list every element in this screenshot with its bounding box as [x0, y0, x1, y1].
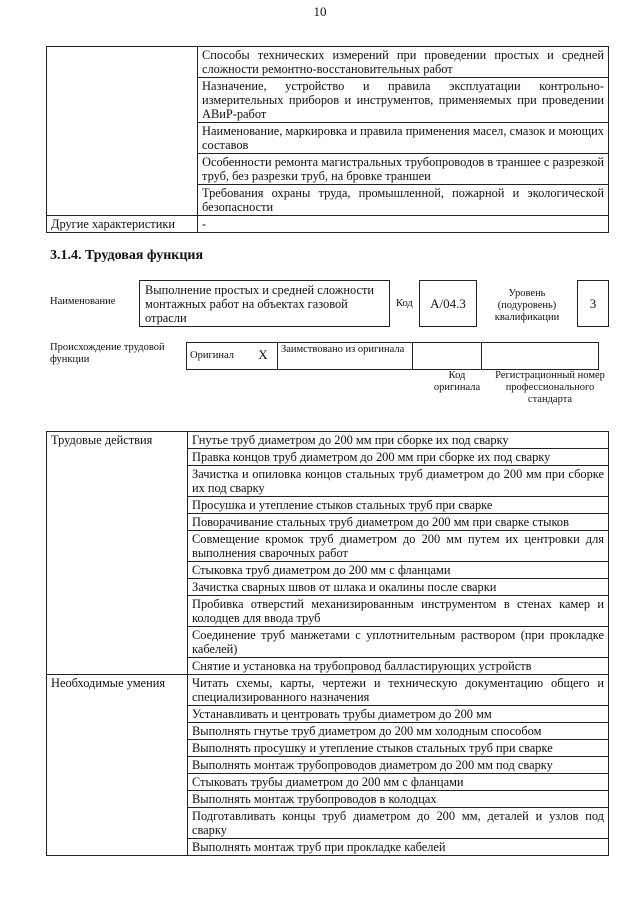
knowledge-item: Особенности ремонта магистральных трубопроводов в траншее с разрезкой труб, без разрезки труб, на бровке траншеи: [198, 154, 609, 185]
origin-label: Происхождение трудовой функции: [50, 342, 165, 365]
knowledge-item: Назначение, устройство и правила эксплуатации контрольно-измерительных приборов и инструментов, применяемых при проведении АВиР-работ: [198, 78, 609, 123]
registration-caption: Регистрационный номер профессионального стандарта: [495, 370, 605, 405]
function-level-box: [577, 280, 609, 327]
function-code-value: A/04.3: [430, 295, 466, 311]
section-title: 3.1.4. Трудовая функция: [50, 248, 204, 263]
required-skill: Выполнять монтаж трубопроводов в колодцах: [188, 791, 609, 808]
labor-action: Стыковка труб диаметром до 200 мм с фланцами: [188, 562, 609, 579]
original-label: Оригинал: [187, 343, 250, 370]
code-caption: Код оригинала: [433, 370, 481, 393]
table-row: [47, 675, 609, 706]
labor-function-table: [46, 431, 609, 856]
required-skill: Выполнять монтаж трубопроводов диаметром до 200 мм под сварку: [188, 757, 609, 774]
level-label: Уровень (подуровень) квалификации: [494, 288, 560, 323]
knowledge-item: Требования охраны труда, промышленной, пожарной и экологической безопасности: [198, 185, 609, 216]
origin-table: [186, 342, 599, 370]
function-level-value: 3: [589, 295, 597, 311]
labor-action: Снятие и установка на трубопровод балластирующих устройств: [188, 658, 609, 675]
labor-action: Соединение труб манжетами с уплотнительным раствором (при прокладке кабелей): [188, 627, 609, 658]
table-row: [47, 432, 609, 449]
function-code-box: [419, 280, 477, 327]
knowledge-item: Способы технических измерений при проведении простых и средней сложности ремонтно-восстановительных работ: [198, 47, 609, 78]
labor-action: Зачистка и опиловка концов стальных труб диаметром до 200 мм при сборке их под сварку: [188, 466, 609, 497]
required-skill: Читать схемы, карты, чертежи и техническую документацию общего и специализированного назначения: [188, 675, 609, 706]
registration-number-cell: [482, 343, 599, 370]
required-skill: Стыковать трубы диаметром до 200 мм с фланцами: [188, 774, 609, 791]
borrowed-label: Заимствовано из оригинала: [278, 343, 413, 370]
original-mark: X: [249, 343, 278, 370]
code-label: Код: [396, 298, 413, 309]
labor-action: Правка концов труб диаметром до 200 мм при сборке их под сварку: [188, 449, 609, 466]
table-row: [47, 47, 609, 78]
labor-actions-label: Трудовые действия: [47, 432, 188, 675]
name-label: Наименование: [50, 296, 116, 307]
other-characteristics-label: Другие характеристики: [47, 216, 198, 233]
knowledge-label-cell: [47, 47, 198, 216]
knowledge-table: [46, 46, 609, 233]
other-characteristics-value: -: [198, 216, 609, 233]
labor-action: Пробивка отверстий механизированным инструментом в стенах камер и колодцев для ввода труб: [188, 596, 609, 627]
labor-action: Зачистка сварных швов от шлака и окалины после сварки: [188, 579, 609, 596]
required-skills-label: Необходимые умения: [47, 675, 188, 856]
page-number: 10: [313, 4, 327, 19]
labor-action: Просушка и утепление стыков стальных труб при сварке: [188, 497, 609, 514]
required-skill: Выполнять монтаж труб при прокладке кабелей: [188, 839, 609, 856]
knowledge-item: Наименование, маркировка и правила применения масел, смазок и моющих составов: [198, 123, 609, 154]
required-skill: Подготавливать концы труб диаметром до 200 мм, деталей и узлов под сварку: [188, 808, 609, 839]
table-row: [47, 216, 609, 233]
labor-action: Совмещение кромок труб диаметром до 200 мм путем их центровки для выполнения сварочных работ: [188, 531, 609, 562]
required-skill: Устанавливать и центровать трубы диаметром до 200 мм: [188, 706, 609, 723]
function-name-value: Выполнение простых и средней сложности монтажных работ на объектах газовой отрасли: [145, 283, 375, 325]
original-code-cell: [413, 343, 482, 370]
function-name-box: [139, 280, 390, 327]
required-skill: Выполнять просушку и утепление стыков стальных труб при сварке: [188, 740, 609, 757]
labor-action: Гнутье труб диаметром до 200 мм при сборке их под сварку: [188, 432, 609, 449]
labor-action: Поворачивание стальных труб диаметром до 200 мм при сварке стыков: [188, 514, 609, 531]
required-skill: Выполнять гнутье труб диаметром до 200 мм холодным способом: [188, 723, 609, 740]
table-row: [187, 343, 599, 370]
